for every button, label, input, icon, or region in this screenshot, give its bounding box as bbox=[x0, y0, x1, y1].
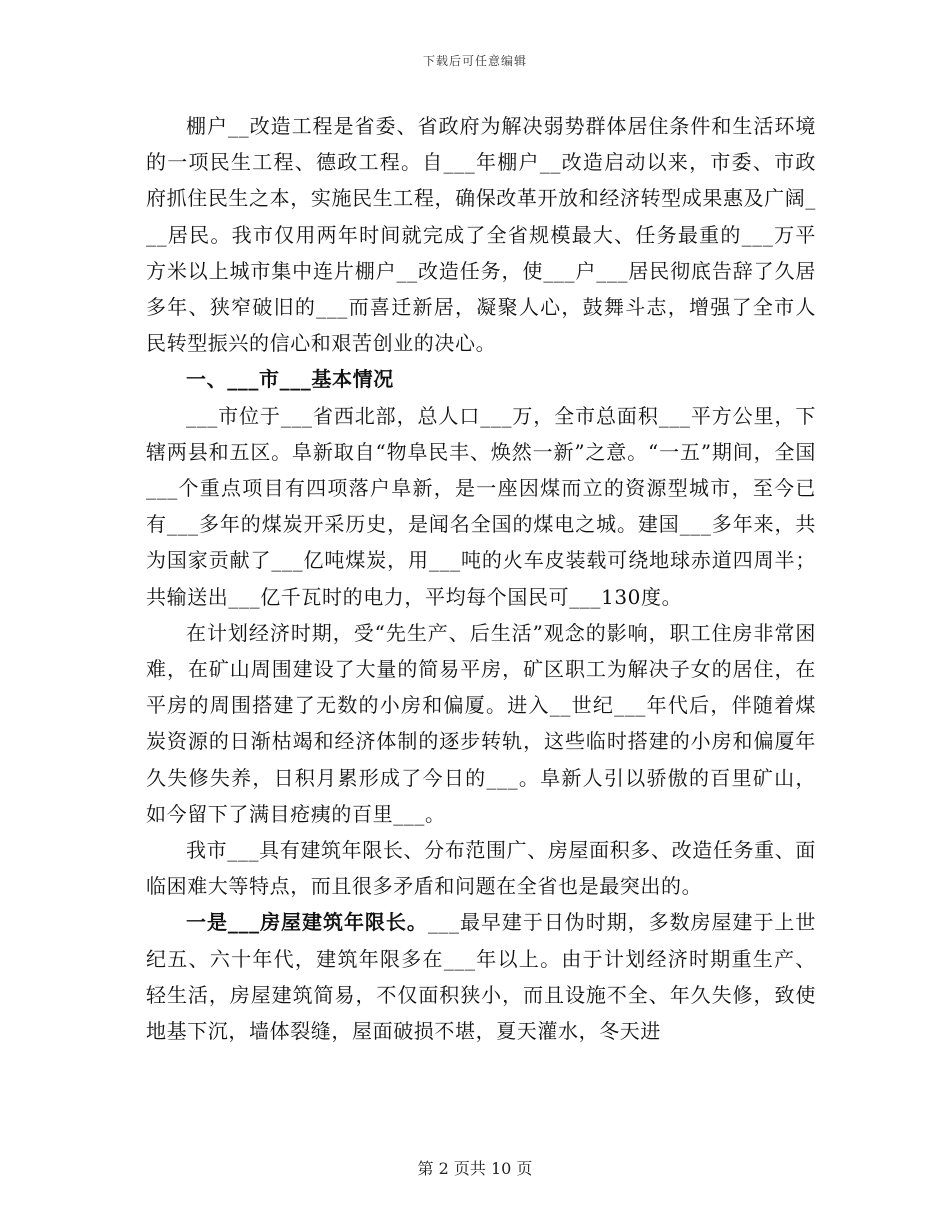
intro-paragraph: 棚户__改造工程是省委、省政府为解决弱势群体居住条件和生活环境的一项民生工程、德政工程。自___年棚户__改造启动以来，市委、市政府抓住民生之本，实施民生工程，确保改革开放和经济转型成果惠及广阔___居民。我市仅用两年时间就完成了全省规模最大、任务最重的___万平方米以上城市集中连片棚户__改造任务，使___户___居民彻底告辞了久居多年、狭窄破旧的___而喜迁新居，凝聚人心，鼓舞斗志，增强了全市人民转型振兴的信心和艰苦创业的决心。 bbox=[146, 114, 816, 356]
document-body bbox=[146, 108, 816, 1049]
point-one-text: ___最早建于日伪时期，多数房屋建于上世纪五、六十年代，建筑年限多在___年以上。由于计划经济时期重生产、轻生活，房屋建筑简易，不仅面积狭小，而且设施不全、年久失修，致使地基下沉，墙体裂缝，屋面破损不堪，夏天灌水，冬天进 bbox=[146, 910, 816, 1044]
characteristics-paragraph: 我市___具有建筑年限长、分布范围广、房屋面积多、改造任务重、面临困难大等特点，而且很多矛盾和问题在全省也是最突出的。 bbox=[146, 838, 816, 899]
page-header: 下载后可任意编辑 bbox=[422, 54, 527, 68]
history-paragraph: 在计划经济时期，受“先生产、后生活”观念的影响，职工住房非常困难，在矿山周围建设了大量的简易平房，矿区职工为解决子女的居住，在平房的周围搭建了无数的小房和偏厦。进入__世纪___年代后，伴随着煤炭资源的日渐枯竭和经济体制的逐步转轨，这些临时搭建的小房和偏厦年久失修失养，日积月累形成了今日的___。阜新人引以骄傲的百里矿山，如今留下了满目疮痍的百里___。 bbox=[146, 620, 816, 826]
point-one-lead: 一是___房屋建筑年限长。 bbox=[186, 910, 428, 935]
city-overview-paragraph: ___市位于___省西北部，总人口___万，全市总面积___平方公里，下辖两县和五区。阜新取自“物阜民丰、焕然一新”之意。“一五”期间，全国___个重点项目有四项落户阜新，是一座因煤而立的资源型城市，至今已有___多年的煤炭开采历史，是闻名全国的煤电之城。建国___多年来，共为国家贡献了___亿吨煤炭，用___吨的火车皮装载可绕地球赤道四周半；共输送出___亿千瓦时的电力，平均每个国民可___130度。 bbox=[146, 403, 816, 609]
page-footer: 第 2 页共 10 页 bbox=[417, 1159, 533, 1178]
point-one-paragraph bbox=[146, 904, 816, 1049]
section-heading: 一、___市___基本情况 bbox=[186, 367, 394, 392]
